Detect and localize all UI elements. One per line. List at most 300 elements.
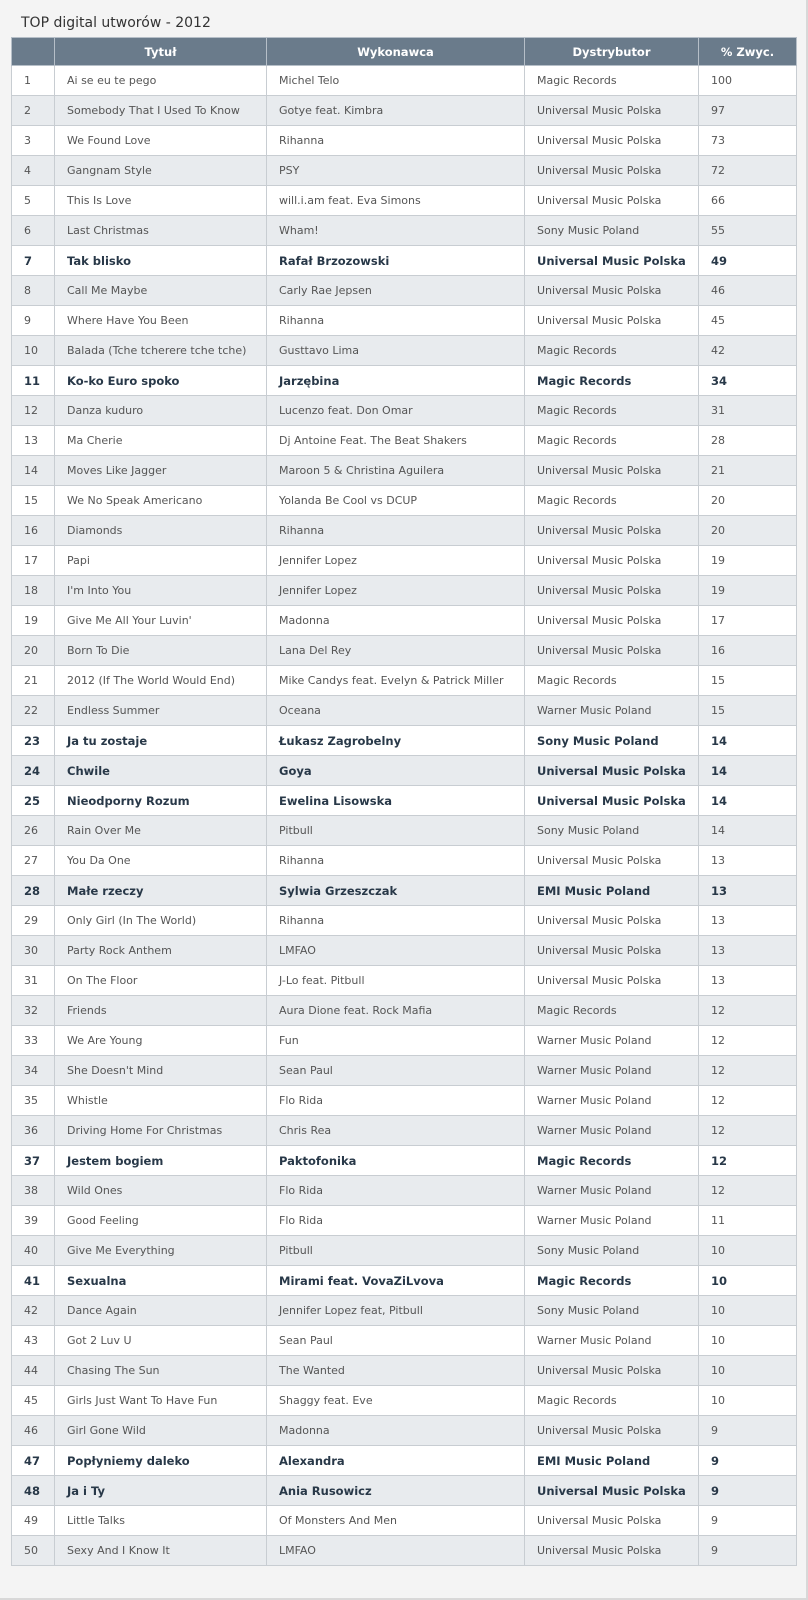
cell-distributor: Magic Records xyxy=(525,1386,699,1416)
cell-rank: 6 xyxy=(12,216,55,246)
cell-artist: Flo Rida xyxy=(267,1086,525,1116)
cell-artist: Rihanna xyxy=(267,516,525,546)
cell-percent: 12 xyxy=(699,1056,797,1086)
cell-distributor: EMI Music Poland xyxy=(525,876,699,906)
header-title: Tytuł xyxy=(55,38,267,66)
cell-percent: 10 xyxy=(699,1326,797,1356)
cell-artist: Flo Rida xyxy=(267,1176,525,1206)
table-row xyxy=(12,276,797,306)
cell-rank: 2 xyxy=(12,96,55,126)
table-row xyxy=(12,366,797,396)
header-rank xyxy=(12,38,55,66)
cell-rank: 41 xyxy=(12,1266,55,1296)
header-percent: % Zwyc. xyxy=(699,38,797,66)
cell-distributor: Universal Music Polska xyxy=(525,606,699,636)
cell-percent: 49 xyxy=(699,246,797,276)
cell-title: Nieodporny Rozum xyxy=(55,786,267,816)
cell-rank: 26 xyxy=(12,816,55,846)
cell-title: Małe rzeczy xyxy=(55,876,267,906)
cell-title: Chwile xyxy=(55,756,267,786)
cell-rank: 42 xyxy=(12,1296,55,1326)
cell-distributor: Warner Music Poland xyxy=(525,1086,699,1116)
cell-percent: 73 xyxy=(699,126,797,156)
cell-rank: 11 xyxy=(12,366,55,396)
cell-rank: 29 xyxy=(12,906,55,936)
cell-percent: 14 xyxy=(699,726,797,756)
cell-artist: Oceana xyxy=(267,696,525,726)
cell-percent: 10 xyxy=(699,1296,797,1326)
cell-distributor: Sony Music Poland xyxy=(525,216,699,246)
cell-rank: 13 xyxy=(12,426,55,456)
cell-rank: 32 xyxy=(12,996,55,1026)
cell-distributor: Magic Records xyxy=(525,486,699,516)
cell-artist: LMFAO xyxy=(267,936,525,966)
cell-distributor: Universal Music Polska xyxy=(525,1476,699,1506)
table-row xyxy=(12,876,797,906)
cell-title: Little Talks xyxy=(55,1506,267,1536)
cell-artist: Gusttavo Lima xyxy=(267,336,525,366)
cell-artist: Jennifer Lopez feat, Pitbull xyxy=(267,1296,525,1326)
table-row xyxy=(12,1266,797,1296)
cell-rank: 31 xyxy=(12,966,55,996)
cell-percent: 14 xyxy=(699,786,797,816)
cell-title: Ko-ko Euro spoko xyxy=(55,366,267,396)
cell-percent: 13 xyxy=(699,966,797,996)
cell-distributor: Universal Music Polska xyxy=(525,1506,699,1536)
cell-artist: Rihanna xyxy=(267,126,525,156)
cell-title: Born To Die xyxy=(55,636,267,666)
cell-title: Ja i Ty xyxy=(55,1476,267,1506)
cell-rank: 24 xyxy=(12,756,55,786)
cell-percent: 9 xyxy=(699,1446,797,1476)
chart-table xyxy=(11,37,797,1566)
cell-title: Rain Over Me xyxy=(55,816,267,846)
cell-percent: 10 xyxy=(699,1356,797,1386)
cell-percent: 97 xyxy=(699,96,797,126)
cell-percent: 28 xyxy=(699,426,797,456)
cell-artist: Rafał Brzozowski xyxy=(267,246,525,276)
cell-title: On The Floor xyxy=(55,966,267,996)
cell-percent: 19 xyxy=(699,546,797,576)
cell-title: Popłyniemy daleko xyxy=(55,1446,267,1476)
cell-distributor: Magic Records xyxy=(525,1266,699,1296)
cell-rank: 27 xyxy=(12,846,55,876)
cell-distributor: Magic Records xyxy=(525,1146,699,1176)
cell-title: Call Me Maybe xyxy=(55,276,267,306)
cell-percent: 72 xyxy=(699,156,797,186)
cell-rank: 47 xyxy=(12,1446,55,1476)
cell-title: Friends xyxy=(55,996,267,1026)
cell-distributor: Sony Music Poland xyxy=(525,1236,699,1266)
table-row xyxy=(12,1206,797,1236)
cell-distributor: Universal Music Polska xyxy=(525,96,699,126)
table-row xyxy=(12,486,797,516)
cell-rank: 1 xyxy=(12,66,55,96)
cell-rank: 12 xyxy=(12,396,55,426)
cell-title: Danza kuduro xyxy=(55,396,267,426)
cell-distributor: Sony Music Poland xyxy=(525,726,699,756)
table-row xyxy=(12,576,797,606)
cell-percent: 15 xyxy=(699,666,797,696)
cell-artist: Ewelina Lisowska xyxy=(267,786,525,816)
cell-artist: Ania Rusowicz xyxy=(267,1476,525,1506)
cell-title: We Are Young xyxy=(55,1026,267,1056)
cell-artist: Aura Dione feat. Rock Mafia xyxy=(267,996,525,1026)
cell-distributor: Warner Music Poland xyxy=(525,696,699,726)
cell-title: She Doesn't Mind xyxy=(55,1056,267,1086)
cell-title: Good Feeling xyxy=(55,1206,267,1236)
cell-percent: 9 xyxy=(699,1476,797,1506)
cell-rank: 38 xyxy=(12,1176,55,1206)
cell-rank: 43 xyxy=(12,1326,55,1356)
cell-title: Sexualna xyxy=(55,1266,267,1296)
cell-percent: 11 xyxy=(699,1206,797,1236)
cell-artist: Sean Paul xyxy=(267,1056,525,1086)
cell-rank: 48 xyxy=(12,1476,55,1506)
cell-distributor: Universal Music Polska xyxy=(525,186,699,216)
cell-rank: 15 xyxy=(12,486,55,516)
cell-distributor: Universal Music Polska xyxy=(525,966,699,996)
cell-rank: 19 xyxy=(12,606,55,636)
cell-percent: 34 xyxy=(699,366,797,396)
page-title: TOP digital utworów - 2012 xyxy=(21,15,211,31)
cell-rank: 9 xyxy=(12,306,55,336)
cell-rank: 5 xyxy=(12,186,55,216)
cell-artist: Paktofonika xyxy=(267,1146,525,1176)
cell-rank: 8 xyxy=(12,276,55,306)
table-row xyxy=(12,726,797,756)
cell-artist: Madonna xyxy=(267,606,525,636)
cell-rank: 44 xyxy=(12,1356,55,1386)
cell-title: Gangnam Style xyxy=(55,156,267,186)
cell-artist: Maroon 5 & Christina Aguilera xyxy=(267,456,525,486)
cell-distributor: EMI Music Poland xyxy=(525,1446,699,1476)
table-row xyxy=(12,1296,797,1326)
cell-percent: 13 xyxy=(699,846,797,876)
table-row xyxy=(12,996,797,1026)
cell-artist: Łukasz Zagrobelny xyxy=(267,726,525,756)
cell-rank: 35 xyxy=(12,1086,55,1116)
table-row xyxy=(12,1416,797,1446)
cell-percent: 21 xyxy=(699,456,797,486)
cell-distributor: Universal Music Polska xyxy=(525,1416,699,1446)
cell-artist: Carly Rae Jepsen xyxy=(267,276,525,306)
cell-distributor: Universal Music Polska xyxy=(525,306,699,336)
cell-artist: Of Monsters And Men xyxy=(267,1506,525,1536)
cell-title: Chasing The Sun xyxy=(55,1356,267,1386)
cell-artist: Mirami feat. VovaZiLvova xyxy=(267,1266,525,1296)
cell-title: Diamonds xyxy=(55,516,267,546)
cell-rank: 28 xyxy=(12,876,55,906)
cell-rank: 33 xyxy=(12,1026,55,1056)
cell-distributor: Universal Music Polska xyxy=(525,906,699,936)
cell-rank: 14 xyxy=(12,456,55,486)
cell-artist: PSY xyxy=(267,156,525,186)
cell-distributor: Magic Records xyxy=(525,66,699,96)
cell-title: This Is Love xyxy=(55,186,267,216)
cell-artist: Madonna xyxy=(267,1416,525,1446)
cell-distributor: Warner Music Poland xyxy=(525,1176,699,1206)
cell-title: Give Me Everything xyxy=(55,1236,267,1266)
table-row xyxy=(12,1086,797,1116)
cell-percent: 12 xyxy=(699,1086,797,1116)
cell-title: Girls Just Want To Have Fun xyxy=(55,1386,267,1416)
cell-rank: 4 xyxy=(12,156,55,186)
header-distributor: Dystrybutor xyxy=(525,38,699,66)
cell-title: Only Girl (In The World) xyxy=(55,906,267,936)
table-row xyxy=(12,906,797,936)
cell-title: Balada (Tche tcherere tche tche) xyxy=(55,336,267,366)
cell-rank: 7 xyxy=(12,246,55,276)
cell-artist: Mike Candys feat. Evelyn & Patrick Miller xyxy=(267,666,525,696)
cell-percent: 13 xyxy=(699,906,797,936)
cell-percent: 46 xyxy=(699,276,797,306)
table-row xyxy=(12,1326,797,1356)
cell-percent: 14 xyxy=(699,816,797,846)
cell-percent: 31 xyxy=(699,396,797,426)
cell-percent: 12 xyxy=(699,996,797,1026)
cell-percent: 12 xyxy=(699,1116,797,1146)
cell-artist: Chris Rea xyxy=(267,1116,525,1146)
cell-rank: 10 xyxy=(12,336,55,366)
cell-artist: Pitbull xyxy=(267,1236,525,1266)
table-row xyxy=(12,1056,797,1086)
cell-title: 2012 (If The World Would End) xyxy=(55,666,267,696)
cell-title: Dance Again xyxy=(55,1296,267,1326)
cell-percent: 13 xyxy=(699,936,797,966)
cell-artist: The Wanted xyxy=(267,1356,525,1386)
cell-artist: Sylwia Grzeszczak xyxy=(267,876,525,906)
cell-title: Ma Cherie xyxy=(55,426,267,456)
cell-artist: Jennifer Lopez xyxy=(267,576,525,606)
cell-percent: 66 xyxy=(699,186,797,216)
cell-title: Whistle xyxy=(55,1086,267,1116)
cell-distributor: Magic Records xyxy=(525,426,699,456)
cell-title: Somebody That I Used To Know xyxy=(55,96,267,126)
table-row xyxy=(12,516,797,546)
cell-artist: Michel Telo xyxy=(267,66,525,96)
cell-title: We No Speak Americano xyxy=(55,486,267,516)
cell-rank: 50 xyxy=(12,1536,55,1566)
header-artist: Wykonawca xyxy=(267,38,525,66)
table-row xyxy=(12,816,797,846)
cell-percent: 9 xyxy=(699,1506,797,1536)
cell-title: Last Christmas xyxy=(55,216,267,246)
cell-percent: 10 xyxy=(699,1266,797,1296)
cell-artist: Pitbull xyxy=(267,816,525,846)
table-row xyxy=(12,66,797,96)
cell-rank: 3 xyxy=(12,126,55,156)
cell-artist: LMFAO xyxy=(267,1536,525,1566)
cell-rank: 39 xyxy=(12,1206,55,1236)
cell-distributor: Universal Music Polska xyxy=(525,936,699,966)
table-row xyxy=(12,1116,797,1146)
cell-rank: 20 xyxy=(12,636,55,666)
cell-artist: Flo Rida xyxy=(267,1206,525,1236)
cell-percent: 12 xyxy=(699,1176,797,1206)
cell-title: Wild Ones xyxy=(55,1176,267,1206)
table-row xyxy=(12,336,797,366)
cell-percent: 100 xyxy=(699,66,797,96)
cell-distributor: Universal Music Polska xyxy=(525,156,699,186)
cell-artist: Jennifer Lopez xyxy=(267,546,525,576)
table-row xyxy=(12,966,797,996)
table-row xyxy=(12,696,797,726)
cell-rank: 22 xyxy=(12,696,55,726)
cell-rank: 25 xyxy=(12,786,55,816)
cell-percent: 20 xyxy=(699,486,797,516)
table-header xyxy=(12,38,797,66)
cell-percent: 16 xyxy=(699,636,797,666)
table-row xyxy=(12,1536,797,1566)
cell-rank: 34 xyxy=(12,1056,55,1086)
cell-artist: Gotye feat. Kimbra xyxy=(267,96,525,126)
table-row xyxy=(12,216,797,246)
cell-percent: 20 xyxy=(699,516,797,546)
cell-percent: 10 xyxy=(699,1386,797,1416)
cell-artist: Shaggy feat. Eve xyxy=(267,1386,525,1416)
cell-percent: 15 xyxy=(699,696,797,726)
cell-title: Party Rock Anthem xyxy=(55,936,267,966)
cell-distributor: Warner Music Poland xyxy=(525,1056,699,1086)
table-row xyxy=(12,246,797,276)
cell-title: Ai se eu te pego xyxy=(55,66,267,96)
cell-percent: 12 xyxy=(699,1146,797,1176)
cell-artist: Fun xyxy=(267,1026,525,1056)
cell-title: Girl Gone Wild xyxy=(55,1416,267,1446)
cell-artist: Alexandra xyxy=(267,1446,525,1476)
cell-artist: Sean Paul xyxy=(267,1326,525,1356)
cell-distributor: Sony Music Poland xyxy=(525,1296,699,1326)
cell-title: Ja tu zostaje xyxy=(55,726,267,756)
table-row xyxy=(12,846,797,876)
cell-percent: 55 xyxy=(699,216,797,246)
cell-artist: Rihanna xyxy=(267,306,525,336)
cell-percent: 14 xyxy=(699,756,797,786)
cell-distributor: Universal Music Polska xyxy=(525,786,699,816)
cell-percent: 10 xyxy=(699,1236,797,1266)
cell-distributor: Magic Records xyxy=(525,996,699,1026)
cell-rank: 30 xyxy=(12,936,55,966)
cell-rank: 21 xyxy=(12,666,55,696)
cell-distributor: Sony Music Poland xyxy=(525,816,699,846)
cell-distributor: Warner Music Poland xyxy=(525,1116,699,1146)
cell-rank: 45 xyxy=(12,1386,55,1416)
cell-rank: 49 xyxy=(12,1506,55,1536)
header-row xyxy=(12,38,797,66)
cell-distributor: Magic Records xyxy=(525,336,699,366)
table-row xyxy=(12,186,797,216)
cell-title: Give Me All Your Luvin' xyxy=(55,606,267,636)
cell-rank: 37 xyxy=(12,1146,55,1176)
table-row xyxy=(12,306,797,336)
cell-distributor: Magic Records xyxy=(525,666,699,696)
cell-distributor: Warner Music Poland xyxy=(525,1206,699,1236)
cell-title: Tak blisko xyxy=(55,246,267,276)
cell-distributor: Universal Music Polska xyxy=(525,1536,699,1566)
cell-distributor: Universal Music Polska xyxy=(525,576,699,606)
cell-percent: 9 xyxy=(699,1536,797,1566)
cell-percent: 19 xyxy=(699,576,797,606)
cell-title: I'm Into You xyxy=(55,576,267,606)
cell-title: Driving Home For Christmas xyxy=(55,1116,267,1146)
cell-distributor: Universal Music Polska xyxy=(525,126,699,156)
table-row xyxy=(12,1476,797,1506)
cell-percent: 9 xyxy=(699,1416,797,1446)
cell-title: Jestem bogiem xyxy=(55,1146,267,1176)
table-row xyxy=(12,1026,797,1056)
table-row xyxy=(12,1356,797,1386)
cell-rank: 46 xyxy=(12,1416,55,1446)
cell-title: Got 2 Luv U xyxy=(55,1326,267,1356)
cell-artist: Wham! xyxy=(267,216,525,246)
cell-distributor: Universal Music Polska xyxy=(525,636,699,666)
cell-distributor: Magic Records xyxy=(525,396,699,426)
table-row xyxy=(12,1506,797,1536)
table-row xyxy=(12,126,797,156)
cell-title: Endless Summer xyxy=(55,696,267,726)
cell-title: Where Have You Been xyxy=(55,306,267,336)
table-row xyxy=(12,636,797,666)
cell-title: You Da One xyxy=(55,846,267,876)
cell-title: Moves Like Jagger xyxy=(55,456,267,486)
cell-distributor: Universal Music Polska xyxy=(525,246,699,276)
table-row xyxy=(12,156,797,186)
cell-percent: 12 xyxy=(699,1026,797,1056)
table-row xyxy=(12,936,797,966)
cell-artist: Lucenzo feat. Don Omar xyxy=(267,396,525,426)
table-row xyxy=(12,426,797,456)
cell-artist: Jarzębina xyxy=(267,366,525,396)
cell-percent: 42 xyxy=(699,336,797,366)
table-row xyxy=(12,666,797,696)
cell-distributor: Universal Music Polska xyxy=(525,276,699,306)
table-row xyxy=(12,1146,797,1176)
cell-distributor: Warner Music Poland xyxy=(525,1026,699,1056)
cell-distributor: Universal Music Polska xyxy=(525,1356,699,1386)
cell-percent: 13 xyxy=(699,876,797,906)
cell-rank: 36 xyxy=(12,1116,55,1146)
table-row xyxy=(12,786,797,816)
cell-percent: 45 xyxy=(699,306,797,336)
table-row xyxy=(12,456,797,486)
table-row xyxy=(12,96,797,126)
cell-distributor: Universal Music Polska xyxy=(525,546,699,576)
cell-rank: 23 xyxy=(12,726,55,756)
table-row xyxy=(12,1176,797,1206)
cell-distributor: Magic Records xyxy=(525,366,699,396)
cell-title: We Found Love xyxy=(55,126,267,156)
cell-title: Papi xyxy=(55,546,267,576)
cell-distributor: Universal Music Polska xyxy=(525,516,699,546)
cell-distributor: Universal Music Polska xyxy=(525,456,699,486)
cell-artist: Lana Del Rey xyxy=(267,636,525,666)
cell-artist: Rihanna xyxy=(267,906,525,936)
table-row xyxy=(12,756,797,786)
table-row xyxy=(12,396,797,426)
table-row xyxy=(12,1386,797,1416)
cell-artist: Yolanda Be Cool vs DCUP xyxy=(267,486,525,516)
cell-artist: J-Lo feat. Pitbull xyxy=(267,966,525,996)
cell-rank: 16 xyxy=(12,516,55,546)
cell-artist: Dj Antoine Feat. The Beat Shakers xyxy=(267,426,525,456)
cell-percent: 17 xyxy=(699,606,797,636)
cell-title: Sexy And I Know It xyxy=(55,1536,267,1566)
cell-distributor: Universal Music Polska xyxy=(525,846,699,876)
cell-artist: will.i.am feat. Eva Simons xyxy=(267,186,525,216)
table-row xyxy=(12,606,797,636)
table-row xyxy=(12,1236,797,1266)
